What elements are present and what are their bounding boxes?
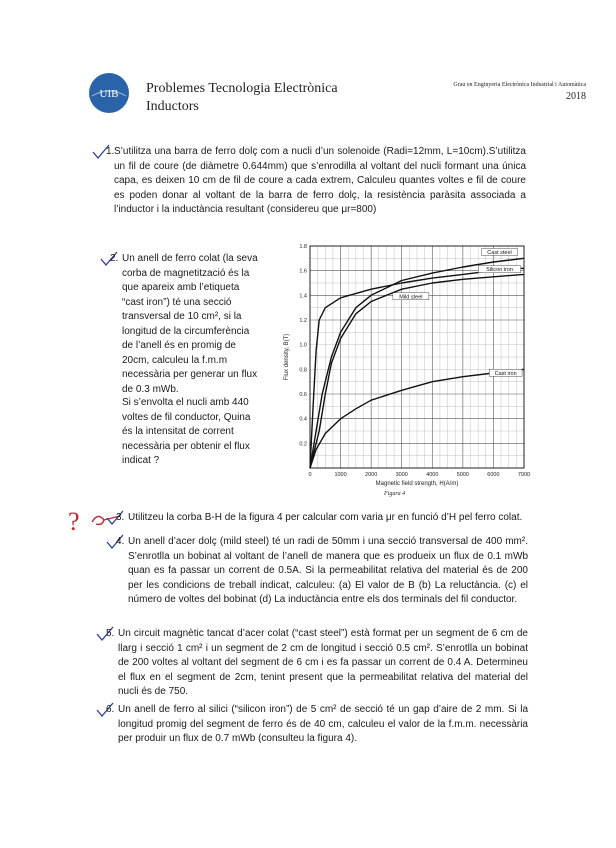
x-tick-label: 0 [308,472,312,478]
title-line-2: Inductors [146,99,199,114]
y-tick-label: 1.0 [299,342,307,349]
series-label: Silicon iron [486,267,513,274]
series-label: Mild steel [399,294,423,301]
y-axis-label: Flux density, B(T) [284,333,290,381]
series-label: Cast iron [494,370,517,377]
problem-4-text: Un anell d’acer dolç (mild steel) té un radi de 50mm i una secció transversal de 400 mm². S’enrotlla un bobinat al voltant de l’anell de manera que es produeix un flux de 0.1 mWb quan es fa passar un corrent de 0.5A. Si la permeabilitat relativa del material és de 200 per les condicions de treball indicat, calculeu: (a) El valor de B (b) La reluctància. (c) el número de voltes del bobinat (d) La inductància entre els dos terminals del fil conductor. [128,536,528,605]
problem-6-number: 6. [106,704,115,715]
x-tick-label: 1000 [334,472,347,478]
bh-curve-chart [280,238,536,494]
problem-5-text: Un circuit magnètic tancat d’acer colat (“cast steel”) està format per un segment de 6 cm de llarg i secció 1 cm² i un segment de 2 cm de longitud i secció 0.5 cm². S’enrotlla un bobinat de 200 voltes al voltant del segment de 6 cm i es fa passar un corrent de 0.4 A. Determineu el flux en el segment de 2cm, tenint present que la permeabilitat relativa del material del nucli és de 750. [118,628,528,697]
problem-1-number: 1. [106,146,115,157]
uib-logo [88,72,130,114]
y-tick-label: 1.4 [299,293,307,300]
problem-5-number: 5. [106,628,115,639]
logo-text: UIB [99,88,119,100]
problem-4-number: 4. [116,536,125,547]
y-tick-label: 1.6 [299,268,307,275]
x-tick-label: 5000 [456,472,469,478]
x-tick-label: 7000 [517,472,531,478]
problem-3-number: 3. [116,512,125,523]
problem-6-text: Un anell de ferro al silici (“silicon iron”) de 5 cm² de secció té un gap d’aire de 2 mm. Si la longitud promig del segment de ferro és de 40 cm, calculeu el valor de la f.m.m. necessària per produir un flux de 0.7 mWb (consulteu la figura 4). [118,704,528,744]
problem-2-text-b: Si s’envolta el nucli amb 440 voltes de fil conductor, Quina és la intensitat de corrent necessària per obtenir el flux indicat ? [122,397,251,466]
question-mark-annotation: ? [68,507,80,536]
x-tick-label: 6000 [487,472,500,478]
y-tick-label: 0.4 [299,416,307,423]
degree-label: Grau en Enginyeria Electrònica Industrial i Automàtica [453,82,586,88]
x-axis-label: Magnetic field strength, H(A/m) [375,481,459,487]
y-tick-label: 1.2 [299,318,307,324]
y-tick-label: 0.2 [299,441,307,448]
series-label: Cast steel [487,249,512,256]
x-tick-label: 2000 [365,472,378,478]
problem-2-text-a: Un anell de ferro colat (la seva corba de magnetització és la que apareix amb l’etiqueta “cast iron”) té una secció transversal de 10 cm², si la longitud de la circumferència de l’anell és en promig de 20cm, calculeu la f.m.m necessària per generar un flux de 0.3 mWb. [122,253,258,395]
x-tick-label: 3000 [395,472,408,478]
y-tick-label: 0.6 [299,392,307,398]
hook-mark-icon [92,516,104,524]
page-title [146,80,338,116]
title-line-1: Problemes Tecnologia Electrònica [146,81,338,96]
problem-2-number: 2. [110,253,119,264]
y-tick-label: 1.8 [299,244,307,250]
x-tick-label: 4000 [426,472,439,478]
year-label: 2018 [566,91,586,102]
figure-caption: Figura 4 [384,491,406,497]
problem-1-text: S’utilitza una barra de ferro dolç com a nucli d’un solenoide (Radi=12mm, L=10cm).S’utilitza un fil de coure (de diàmetre 0.644mm) que s’enrodilla al voltant del nucli formant una única capa, es deixen 10 cm de fil de coure a cada extrem, Calculeu quantes voltes e fil de coure es poden donar al voltant de la barra de ferro dolç, la resistència paràsita associada a l’inductor i la inductància resultant (considereu que μr=800) [114,146,526,215]
y-tick-label: 0.8 [299,367,307,374]
problem-3-text: Utilitzeu la corba B-H de la figura 4 per calcular com varia μr en funció d’H pel ferro colat. [128,512,523,523]
